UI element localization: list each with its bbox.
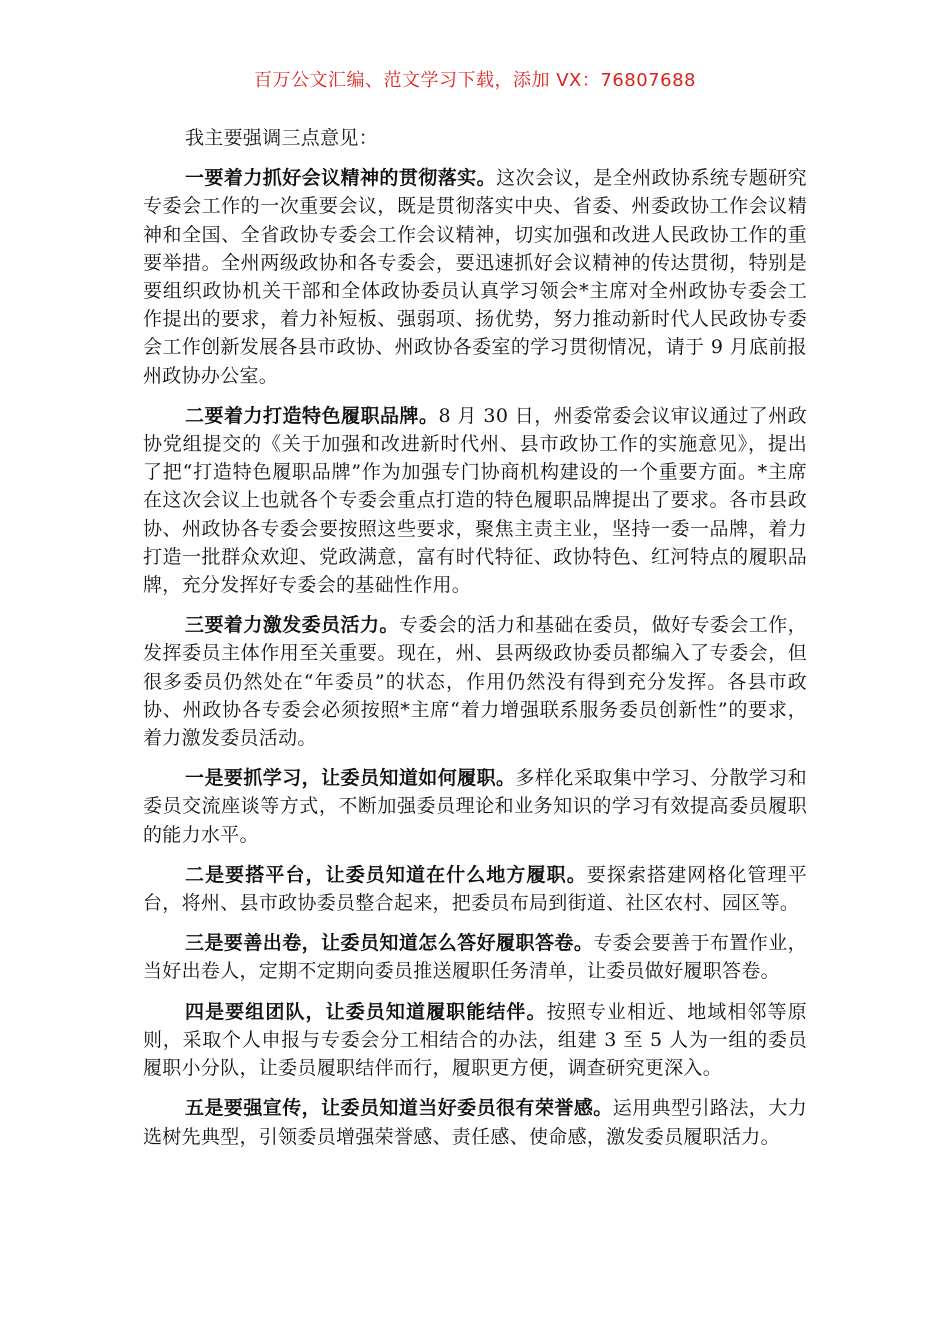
paragraph-lead: 一是要抓学习，让委员知道如何履职。 xyxy=(185,767,516,790)
paragraph-subpoint-2 xyxy=(143,861,807,917)
paragraph-point-1 xyxy=(143,164,807,390)
paragraph-lead: 一要着力抓好会议精神的贯彻落实。 xyxy=(185,167,497,190)
paragraph-point-3 xyxy=(143,611,807,752)
paragraph-text: 运用典型引路法，大力选树先典型，引领委员增强荣誉感、责任感、使命感，激发委员履职活力。 xyxy=(143,1097,807,1148)
paragraph-lead: 三要着力激发委员活力。 xyxy=(185,614,399,637)
paragraph-lead: 五是要强宣传，让委员知道当好委员很有荣誉感。 xyxy=(185,1097,613,1120)
paragraph-intro xyxy=(143,124,807,152)
paragraph-lead: 三是要善出卷，让委员知道怎么答好履职答卷。 xyxy=(185,932,594,955)
paragraph-text: 按照专业相近、地域相邻等原则，采取个人申报与专委会分工相结合的办法，组建 3 至 5 人为一组的委员履职小分队，让委员履职结伴而行，履职更方便，调查研究更深入。 xyxy=(143,1000,808,1080)
paragraph-point-2 xyxy=(143,402,807,599)
paragraph-text: 专委会要善于布置作业，当好出卷人，定期不定期向委员推送履职任务清单，让委员做好履职答卷。 xyxy=(143,932,807,983)
paragraph-text: 要探索搭建网格化管理平台，将州、县市政协委员整合起来，把委员布局到街道、社区农村、园区等。 xyxy=(143,863,807,915)
paragraph-text: 专委会的活力和基础在委员，做好专委会工作，发挥委员主体作用至关重要。现在，州、县两级政协委员都编入了专委会，但很多委员仍然处在“年委员”的状态，作用仍然没有得到充分发挥。各县市政协、州政协各专委会必须按照*主席“着力增强联系服务委员创新性”的要求，着力激发委员活动。 xyxy=(143,614,807,750)
paragraph-lead: 四是要组团队，让委员知道履职能结伴。 xyxy=(185,1000,547,1023)
paragraph-text: 8 月 30 日，州委常委会议审议通过了州政协党组提交的《关于加强和改进新时代州、县市政协工作的实施意见》，提出了把“打造特色履职品牌”作为加强专门协商机构建设的一个重要方面。*主席在这次会议上也就各个专委会重点打造的特色履职品牌提出了要求。各市县政协、州政协各专委会要按照这些要求，聚焦主责主业，坚持一委一品牌，着力打造一批群众欢迎、党政满意，富有时代特征、政协特色、红河特点的履职品牌，充分发挥好专委会的基础性作用。 xyxy=(143,404,807,597)
paragraph-subpoint-5 xyxy=(143,1094,807,1150)
watermark-header: 百万公文汇编、范文学习下载，添加 VX：76807688 xyxy=(254,70,696,91)
document-body xyxy=(143,124,807,1163)
paragraph-subpoint-1 xyxy=(143,764,807,849)
paragraph-text: 我主要强调三点意见： xyxy=(185,127,379,149)
paragraph-subpoint-3 xyxy=(143,929,807,985)
paragraph-text: 多样化采取集中学习、分散学习和委员交流座谈等方式，不断加强委员理论和业务知识的学习有效提高委员履职的能力水平。 xyxy=(143,767,807,846)
paragraph-lead: 二要着力打造特色履职品牌。 xyxy=(185,404,439,427)
paragraph-text: 这次会议，是全州政协系统专题研究专委会工作的一次重要会议，既是贯彻落实中央、省委、州委政协工作会议精神和全国、全省政协专委会工作会议精神，切实加强和改进人民政协工作的重要举措。全州两级政协和各专委会，要迅速抓好会议精神的传达贯彻，特别是要组织政协机关干部和全体政协委员认真学习领会*主席对全州政协专委会工作提出的要求，着力补短板、强弱项、扬优势，努力推动新时代人民政协专委会工作创新发展各县市政协、州政协各委室的学习贯彻情况，请于 9 月底前报州政协办公室。 xyxy=(143,167,807,387)
paragraph-lead: 二是要搭平台，让委员知道在什么地方履职。 xyxy=(185,863,587,886)
paragraph-subpoint-4 xyxy=(143,998,807,1083)
